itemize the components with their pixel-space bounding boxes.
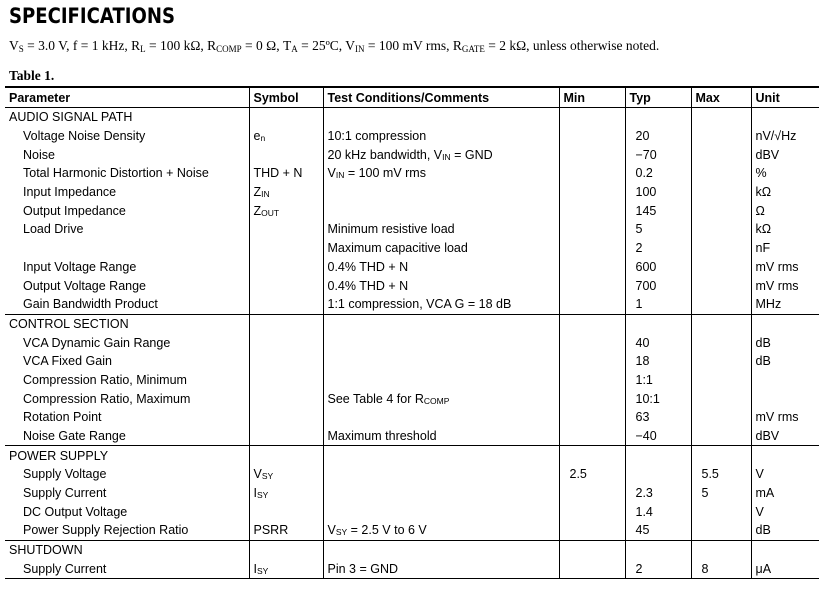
symbol-text: V [253,467,262,482]
table-row [5,352,819,371]
test-text-rest: = 100 mV rms [344,166,426,181]
cell-symbol [249,484,323,503]
cell-max [691,201,751,220]
cell-max [691,502,751,521]
cell-symbol [249,108,323,127]
test-text: 0.4% THD + N [327,278,409,293]
cell-max [691,258,751,277]
cell-test-conditions [323,408,559,427]
cell-typ: −70 [625,145,691,164]
cell-symbol [249,560,323,579]
symbol-subscript: SY [256,490,269,501]
table-row [5,371,819,390]
test-subscript: COMP [423,395,450,406]
header-parameter: Parameter [5,87,249,108]
cell-parameter: Supply Voltage [23,467,107,482]
cell-max [691,127,751,146]
cell-test-conditions [323,258,559,277]
cell-test-conditions [323,220,559,239]
cell-max [691,446,751,465]
cell-unit: mA [751,484,819,503]
symbol-subscript: OUT [261,207,280,218]
cell-unit: dBV [751,427,819,446]
table-row [5,521,819,540]
page-title: SPECIFICATIONS [9,4,175,28]
cell-test-conditions [323,560,559,579]
cell-unit: % [751,164,819,183]
cell-test-conditions [323,164,559,183]
cell-unit: kΩ [751,183,819,202]
cell-max [691,276,751,295]
cell-unit: dBV [751,145,819,164]
section-row [5,108,819,127]
header-max: Max [691,87,751,108]
symbol-text: I [253,486,257,501]
test-text: Maximum capacitive load [327,241,468,256]
table-row [5,183,819,202]
header-unit: Unit [751,87,819,108]
cell-test-conditions [323,276,559,295]
cell-parameter: Input Voltage Range [23,259,137,274]
cell-symbol [249,540,323,559]
section-row [5,446,819,465]
cell-max [691,333,751,352]
cell-symbol [249,333,323,352]
specifications-table [5,86,819,579]
cell-min [559,371,625,390]
cell-test-conditions [323,427,559,446]
cell-min [559,484,625,503]
cell-symbol [249,276,323,295]
cell-max: 8 [691,560,751,579]
cell-max [691,427,751,446]
cell-min [559,145,625,164]
test-text: 1:1 compression, VCA G = 18 dB [327,297,512,312]
test-subscript: IN [335,170,345,181]
symbol-subscript: SY [261,471,274,482]
cell-typ: 2 [625,239,691,258]
cell-symbol [249,258,323,277]
cell-unit: mV rms [751,408,819,427]
cell-max [691,371,751,390]
symbol-text: I [253,561,257,576]
cell-min [559,108,625,127]
table-row [5,164,819,183]
cell-typ: 0.2 [625,164,691,183]
cell-typ: 10:1 [625,389,691,408]
cell-min [559,333,625,352]
cell-min [559,220,625,239]
cell-max [691,408,751,427]
section-row [5,540,819,559]
cell-unit: μA [751,560,819,579]
test-text: Pin 3 = GND [327,561,399,576]
cell-parameter: VCA Dynamic Gain Range [23,335,171,350]
cell-parameter: SHUTDOWN [5,540,249,559]
cell-typ: 2 [625,560,691,579]
cell-symbol [249,239,323,258]
cell-max [691,352,751,371]
test-text: Maximum threshold [327,429,437,444]
cell-max [691,540,751,559]
cell-min [559,127,625,146]
section-row [5,314,819,333]
cell-typ [625,540,691,559]
symbol-text: PSRR [253,523,289,538]
test-text: 0.4% THD + N [327,259,409,274]
cell-parameter: CONTROL SECTION [5,314,249,333]
cell-symbol [249,201,323,220]
cell-test-conditions [323,183,559,202]
test-text: V [327,166,336,181]
cell-parameter: DC Output Voltage [23,504,128,519]
cell-symbol [249,314,323,333]
cell-min [559,183,625,202]
cell-min [559,389,625,408]
cell-typ: 600 [625,258,691,277]
cell-unit [751,540,819,559]
cell-unit: nV/√Hz [751,127,819,146]
cell-parameter: Input Impedance [23,185,117,200]
table-row [5,427,819,446]
cell-unit [751,446,819,465]
table-row [5,145,819,164]
cell-parameter: Compression Ratio, Maximum [23,391,191,406]
cell-parameter: Gain Bandwidth Product [23,297,158,312]
cell-typ: 40 [625,333,691,352]
cell-max: 5 [691,484,751,503]
cell-unit [751,108,819,127]
test-text-rest: = 2.5 V to 6 V [347,523,427,538]
cell-min: 2.5 [559,465,625,484]
cell-typ [625,465,691,484]
cell-min [559,540,625,559]
cell-parameter: VCA Fixed Gain [23,354,112,369]
cell-min [559,427,625,446]
cell-min [559,352,625,371]
cell-unit [751,371,819,390]
cell-parameter: Compression Ratio, Minimum [23,372,187,387]
test-text: See Table 4 for R [327,391,424,406]
cell-test-conditions [323,389,559,408]
cell-unit: mV rms [751,258,819,277]
header-symbol: Symbol [249,87,323,108]
cell-symbol [249,389,323,408]
cell-test-conditions [323,521,559,540]
cell-symbol [249,352,323,371]
cell-parameter: Noise Gate Range [23,429,126,444]
cell-unit: Ω [751,201,819,220]
cell-parameter: Power Supply Rejection Ratio [23,523,189,538]
table-caption: Table 1. [9,68,55,83]
cell-min [559,446,625,465]
cell-parameter: Noise [23,147,55,162]
cell-typ: 1:1 [625,371,691,390]
cell-unit: kΩ [751,220,819,239]
cell-unit: dB [751,521,819,540]
symbol-text: e [253,129,261,144]
cell-test-conditions [323,465,559,484]
cell-unit: V [751,465,819,484]
cell-parameter: Load Drive [23,222,84,237]
cell-parameter: Supply Current [5,560,249,579]
cell-min [559,314,625,333]
cell-unit: dB [751,333,819,352]
cell-max [691,389,751,408]
cell-max [691,220,751,239]
cell-typ: 20 [625,127,691,146]
test-text: Minimum resistive load [327,222,455,237]
cell-max [691,314,751,333]
cell-unit: mV rms [751,276,819,295]
cell-max [691,145,751,164]
symbol-subscript: SY [256,565,269,576]
table-row [5,239,819,258]
cell-test-conditions [323,502,559,521]
cell-test-conditions [323,201,559,220]
table-row [5,127,819,146]
cell-parameter [5,239,249,258]
cell-min [559,560,625,579]
cell-unit [751,389,819,408]
cell-test-conditions [323,371,559,390]
symbol-text: THD + N [253,166,303,181]
cell-symbol [249,145,323,164]
cell-typ: 145 [625,201,691,220]
cell-symbol [249,521,323,540]
cell-min [559,201,625,220]
cell-min [559,276,625,295]
cell-min [559,521,625,540]
symbol-text: Z [253,185,262,200]
cell-parameter: Output Voltage Range [23,278,147,293]
cell-typ: 1 [625,295,691,314]
cell-unit: MHz [751,295,819,314]
cell-max [691,295,751,314]
test-text: 10:1 compression [327,129,427,144]
cell-parameter: Voltage Noise Density [23,129,146,144]
cell-max [691,521,751,540]
cell-typ: 63 [625,408,691,427]
cell-min [559,295,625,314]
test-text: V [327,523,336,538]
cell-parameter: AUDIO SIGNAL PATH [9,110,133,125]
cell-symbol [249,220,323,239]
cell-parameter: Total Harmonic Distortion + Noise [23,166,209,181]
cell-typ: 1.4 [625,502,691,521]
table-row [5,333,819,352]
cell-min [559,164,625,183]
table-row [5,389,819,408]
table-row [5,408,819,427]
table-body [5,108,819,579]
cell-test-conditions [323,352,559,371]
header-min: Min [559,87,625,108]
cell-min [559,258,625,277]
cell-unit: V [751,502,819,521]
table-row [5,484,819,503]
cell-test-conditions [323,108,559,127]
symbol-text: Z [253,203,262,218]
cell-symbol [249,502,323,521]
cell-typ [625,314,691,333]
table-row [5,258,819,277]
cell-symbol [249,465,323,484]
cell-typ [625,446,691,465]
table-row [5,201,819,220]
header-typ: Typ [625,87,691,108]
cell-parameter: Rotation Point [23,410,102,425]
cell-unit: dB [751,352,819,371]
cell-symbol [249,446,323,465]
cell-symbol [249,183,323,202]
test-conditions: $V_S = 3.0$ V, f = 1 kHz, $R_L = 100$ kΩ, $R_{COMP} = 0$ Ω, $T_A$ = 25ºC, $V_{IN} = 100$ mV rms, $R_{GATE} = 2$ kΩ, unless otherwise noted. [9,38,660,54]
cell-typ: 100 [625,183,691,202]
symbol-subscript: IN [261,189,270,200]
cell-typ: 18 [625,352,691,371]
test-subscript: IN [442,151,451,162]
test-text: 20 kHz bandwidth, V [327,147,443,162]
cell-test-conditions [323,295,559,314]
header-test-conditions: Test Conditions/Comments [323,87,559,108]
cell-typ: 45 [625,521,691,540]
cell-test-conditions [323,333,559,352]
cell-test-conditions [323,239,559,258]
cell-test-conditions [323,145,559,164]
table-row [5,276,819,295]
cell-typ: −40 [625,427,691,446]
cell-min [559,239,625,258]
cell-symbol [249,408,323,427]
table-row [5,295,819,314]
cell-parameter: Supply Current [23,486,107,501]
cell-min [559,502,625,521]
cell-min [559,408,625,427]
cell-test-conditions [323,314,559,333]
table-row [5,220,819,239]
table-row [5,502,819,521]
cell-max [691,239,751,258]
table-row [5,560,819,579]
cell-symbol [249,164,323,183]
cell-symbol [249,127,323,146]
table-header-row [5,87,819,108]
test-text-rest: = GND [450,147,493,162]
test-subscript: SY [335,527,348,538]
cell-test-conditions [323,484,559,503]
cell-max [691,183,751,202]
cell-unit [751,314,819,333]
symbol-subscript: n [260,133,266,144]
cell-symbol [249,295,323,314]
cell-max [691,164,751,183]
cell-parameter: Output Impedance [23,203,126,218]
cell-test-conditions [323,446,559,465]
table-row [5,465,819,484]
cell-symbol [249,371,323,390]
cell-typ [625,108,691,127]
cell-max: 5.5 [691,465,751,484]
cell-test-conditions [323,540,559,559]
cell-symbol [249,427,323,446]
cell-test-conditions [323,127,559,146]
cell-unit: nF [751,239,819,258]
cell-max [691,108,751,127]
cell-parameter: POWER SUPPLY [5,446,249,465]
cell-typ: 700 [625,276,691,295]
cell-typ: 5 [625,220,691,239]
cell-typ: 2.3 [625,484,691,503]
